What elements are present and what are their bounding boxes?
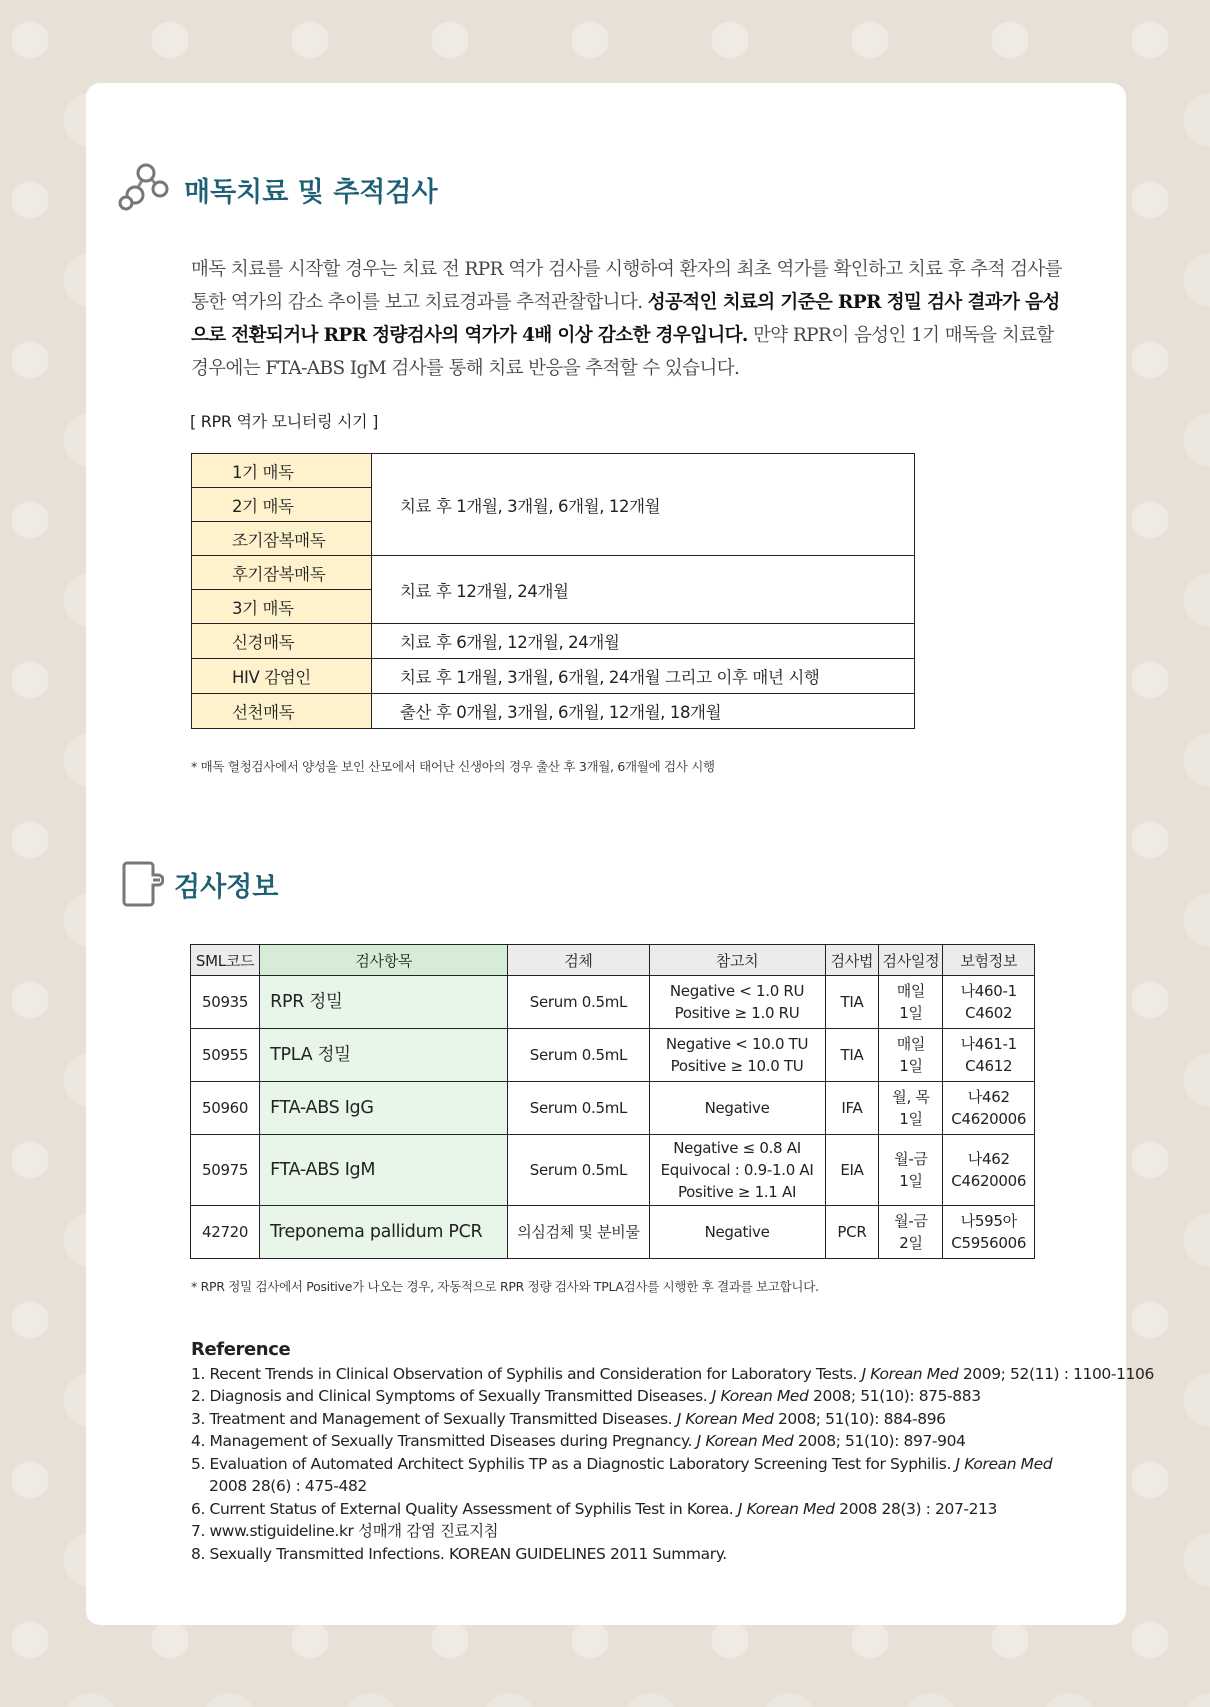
stage-cell: 후기잠복매독 <box>192 556 372 590</box>
code-cell: 42720 <box>191 1206 260 1259</box>
test-info-table <box>190 944 1035 1259</box>
section-title-text: 검사정보 <box>174 871 279 903</box>
intro-bold-text: 성공적인 치료의 기준은 RPR 정밀 검사 결과가 음성으로 전환되거나 RPR 정량검사의 역가가 4배 이상 감소한 경우입니다. <box>191 292 1060 346</box>
schedule-cell: 출산 후 0개월, 3개월, 6개월, 12개월, 18개월 <box>372 694 915 729</box>
intro-paragraph: 매독 치료를 시작할 경우는 치료 전 RPR 역가 검사를 시행하여 환자의 최초 역가를 확인하고 치료 후 추적 검사를 통한 역가의 감소 추이를 보고 치료경과를 추적관찰합니다. 성공적인 치료의 기준은 RPR 정밀 검사 결과가 음성으로 전환되거나 RPR 정량검사의 역가가 4배 이상 감소한 경우입니다. 만약 RPR이 음성인 1기 매독을 치료할 경우에는 FTA-ABS IgM 검사를 통해 치료 반응을 추적할 수 있습니다. <box>191 259 1062 379</box>
insurance-cell: 나462 C4620006 <box>943 1135 1035 1206</box>
header-cell: 검사법 <box>825 945 879 976</box>
specimen-cell: Serum 0.5mL <box>508 1029 649 1082</box>
reference-cell: Negative ≤ 0.8 AI Equivocal : 0.9-1.0 AI Positive ≥ 1.1 AI <box>649 1135 825 1206</box>
schedule-cell: 치료 후 1개월, 3개월, 6개월, 24개월 그리고 이후 매년 시행 <box>372 659 915 694</box>
item-cell: Treponema pallidum PCR <box>260 1206 508 1259</box>
item-cell: FTA-ABS IgG <box>260 1082 508 1135</box>
monitor-row <box>192 454 915 488</box>
reference-item: 4. Management of Sexually Transmitted Diseases during Pregnancy. J Korean Med 2008; 51(10): 897-904 <box>191 1432 966 1450</box>
insurance-cell: 나460-1 C4602 <box>943 976 1035 1029</box>
stage-cell: 신경매독 <box>192 624 372 659</box>
reference-item: 2. Diagnosis and Clinical Symptoms of Sexually Transmitted Diseases. J Korean Med 2008; 51(10): 875-883 <box>191 1387 981 1405</box>
header-cell: 참고치 <box>649 945 825 976</box>
stage-cell: 선천매독 <box>192 694 372 729</box>
code-cell: 50955 <box>191 1029 260 1082</box>
schedule-cell: 매일 1일 <box>879 976 943 1029</box>
method-cell: TIA <box>825 1029 879 1082</box>
method-cell: PCR <box>825 1206 879 1259</box>
reference-item: 6. Current Status of External Quality Assessment of Syphilis Test in Korea. J Korean Med 2008 28(3) : 207-213 <box>191 1499 997 1518</box>
code-cell: 50960 <box>191 1082 260 1135</box>
monitor-row <box>192 556 915 590</box>
stage-cell: 1기 매독 <box>192 454 372 488</box>
table-row <box>191 1082 1035 1135</box>
method-cell: TIA <box>825 976 879 1029</box>
header-cell: 보험정보 <box>943 945 1035 976</box>
schedule-cell: 월, 목 1일 <box>879 1082 943 1135</box>
header-cell: 검사항목 <box>260 945 508 976</box>
molecule-icon <box>118 163 174 215</box>
table-row <box>191 1206 1035 1259</box>
specimen-cell: Serum 0.5mL <box>508 1135 649 1206</box>
reference-item: 3. Treatment and Management of Sexually Transmitted Diseases. J Korean Med 2008; 51(10): 884-896 <box>191 1409 946 1428</box>
schedule-cell: 치료 후 1개월, 3개월, 6개월, 12개월 <box>372 454 915 556</box>
specimen-cell: 의심검체 및 분비물 <box>508 1206 649 1259</box>
table-row <box>191 1135 1035 1206</box>
code-cell: 50975 <box>191 1135 260 1206</box>
reference-item-continued: 2008 28(6) : 475-482 <box>209 1477 367 1495</box>
schedule-cell: 치료 후 12개월, 24개월 <box>372 556 915 624</box>
monitor-table-caption: [ RPR 역가 모니터링 시기 ] <box>190 412 379 431</box>
table-header-row <box>191 945 1035 976</box>
test-table-footnote: * RPR 정밀 검사에서 Positive가 나오는 경우, 자동적으로 RPR 정량 검사와 TPLA검사를 시행한 후 결과를 보고합니다. <box>191 1279 819 1294</box>
method-cell: IFA <box>825 1082 879 1135</box>
specimen-cell: Serum 0.5mL <box>508 976 649 1029</box>
reference-item: 5. Evaluation of Automated Architect Syphilis TP as a Diagnostic Laboratory Screening Test for Syphilis. J Korean Med <box>191 1454 1053 1473</box>
schedule-cell: 매일 1일 <box>879 1029 943 1082</box>
content-card <box>86 83 1154 1625</box>
table-row <box>191 976 1035 1029</box>
reference-list <box>191 1339 1154 1565</box>
document-icon <box>122 859 164 909</box>
monitor-row <box>192 659 915 694</box>
item-cell: TPLA 정밀 <box>260 1029 508 1082</box>
item-cell: RPR 정밀 <box>260 976 508 1029</box>
header-cell: 검체 <box>508 945 649 976</box>
method-cell: EIA <box>825 1135 879 1206</box>
schedule-cell: 월-금 2일 <box>879 1206 943 1259</box>
header-cell: 검사일정 <box>879 945 943 976</box>
reference-item: 7. www.stiguideline.kr 성매개 감염 진료지침 <box>191 1522 499 1540</box>
reference-cell: Negative <box>649 1206 825 1259</box>
section-title-text: 매독치료 및 추적검사 <box>184 176 438 208</box>
reference-cell: Negative < 1.0 RU Positive ≥ 1.0 RU <box>649 976 825 1029</box>
monitor-footnote: * 매독 혈청검사에서 양성을 보인 산모에서 태어난 신생아의 경우 출산 후 3개월, 6개월에 검사 시행 <box>191 759 715 774</box>
stage-cell: 3기 매독 <box>192 590 372 624</box>
section-title-treatment <box>118 163 438 215</box>
schedule-cell: 치료 후 6개월, 12개월, 24개월 <box>372 624 915 659</box>
reference-item: 8. Sexually Transmitted Infections. KOREAN GUIDELINES 2011 Summary. <box>191 1544 727 1563</box>
insurance-cell: 나462 C4620006 <box>943 1082 1035 1135</box>
monitor-table <box>191 453 915 729</box>
stage-cell: 2기 매독 <box>192 488 372 522</box>
monitor-row <box>192 694 915 729</box>
code-cell: 50935 <box>191 976 260 1029</box>
header-cell: SML코드 <box>191 945 260 976</box>
reference-item: 1. Recent Trends in Clinical Observation of Syphilis and Consideration for Laboratory Tests. J Korean Med 2009; 52(11) : 1100-1106 <box>191 1364 1154 1383</box>
table-row <box>191 1029 1035 1082</box>
insurance-cell: 나461-1 C4612 <box>943 1029 1035 1082</box>
stage-cell: HIV 감염인 <box>192 659 372 694</box>
reference-cell: Negative <box>649 1082 825 1135</box>
reference-title: Reference <box>191 1339 291 1360</box>
insurance-cell: 나595아 C5956006 <box>943 1206 1035 1259</box>
schedule-cell: 월-금 1일 <box>879 1135 943 1206</box>
stage-cell: 조기잠복매독 <box>192 522 372 556</box>
reference-cell: Negative < 10.0 TU Positive ≥ 10.0 TU <box>649 1029 825 1082</box>
monitor-row <box>192 624 915 659</box>
section-title-test-info <box>122 859 278 909</box>
specimen-cell: Serum 0.5mL <box>508 1082 649 1135</box>
item-cell: FTA-ABS IgM <box>260 1135 508 1206</box>
